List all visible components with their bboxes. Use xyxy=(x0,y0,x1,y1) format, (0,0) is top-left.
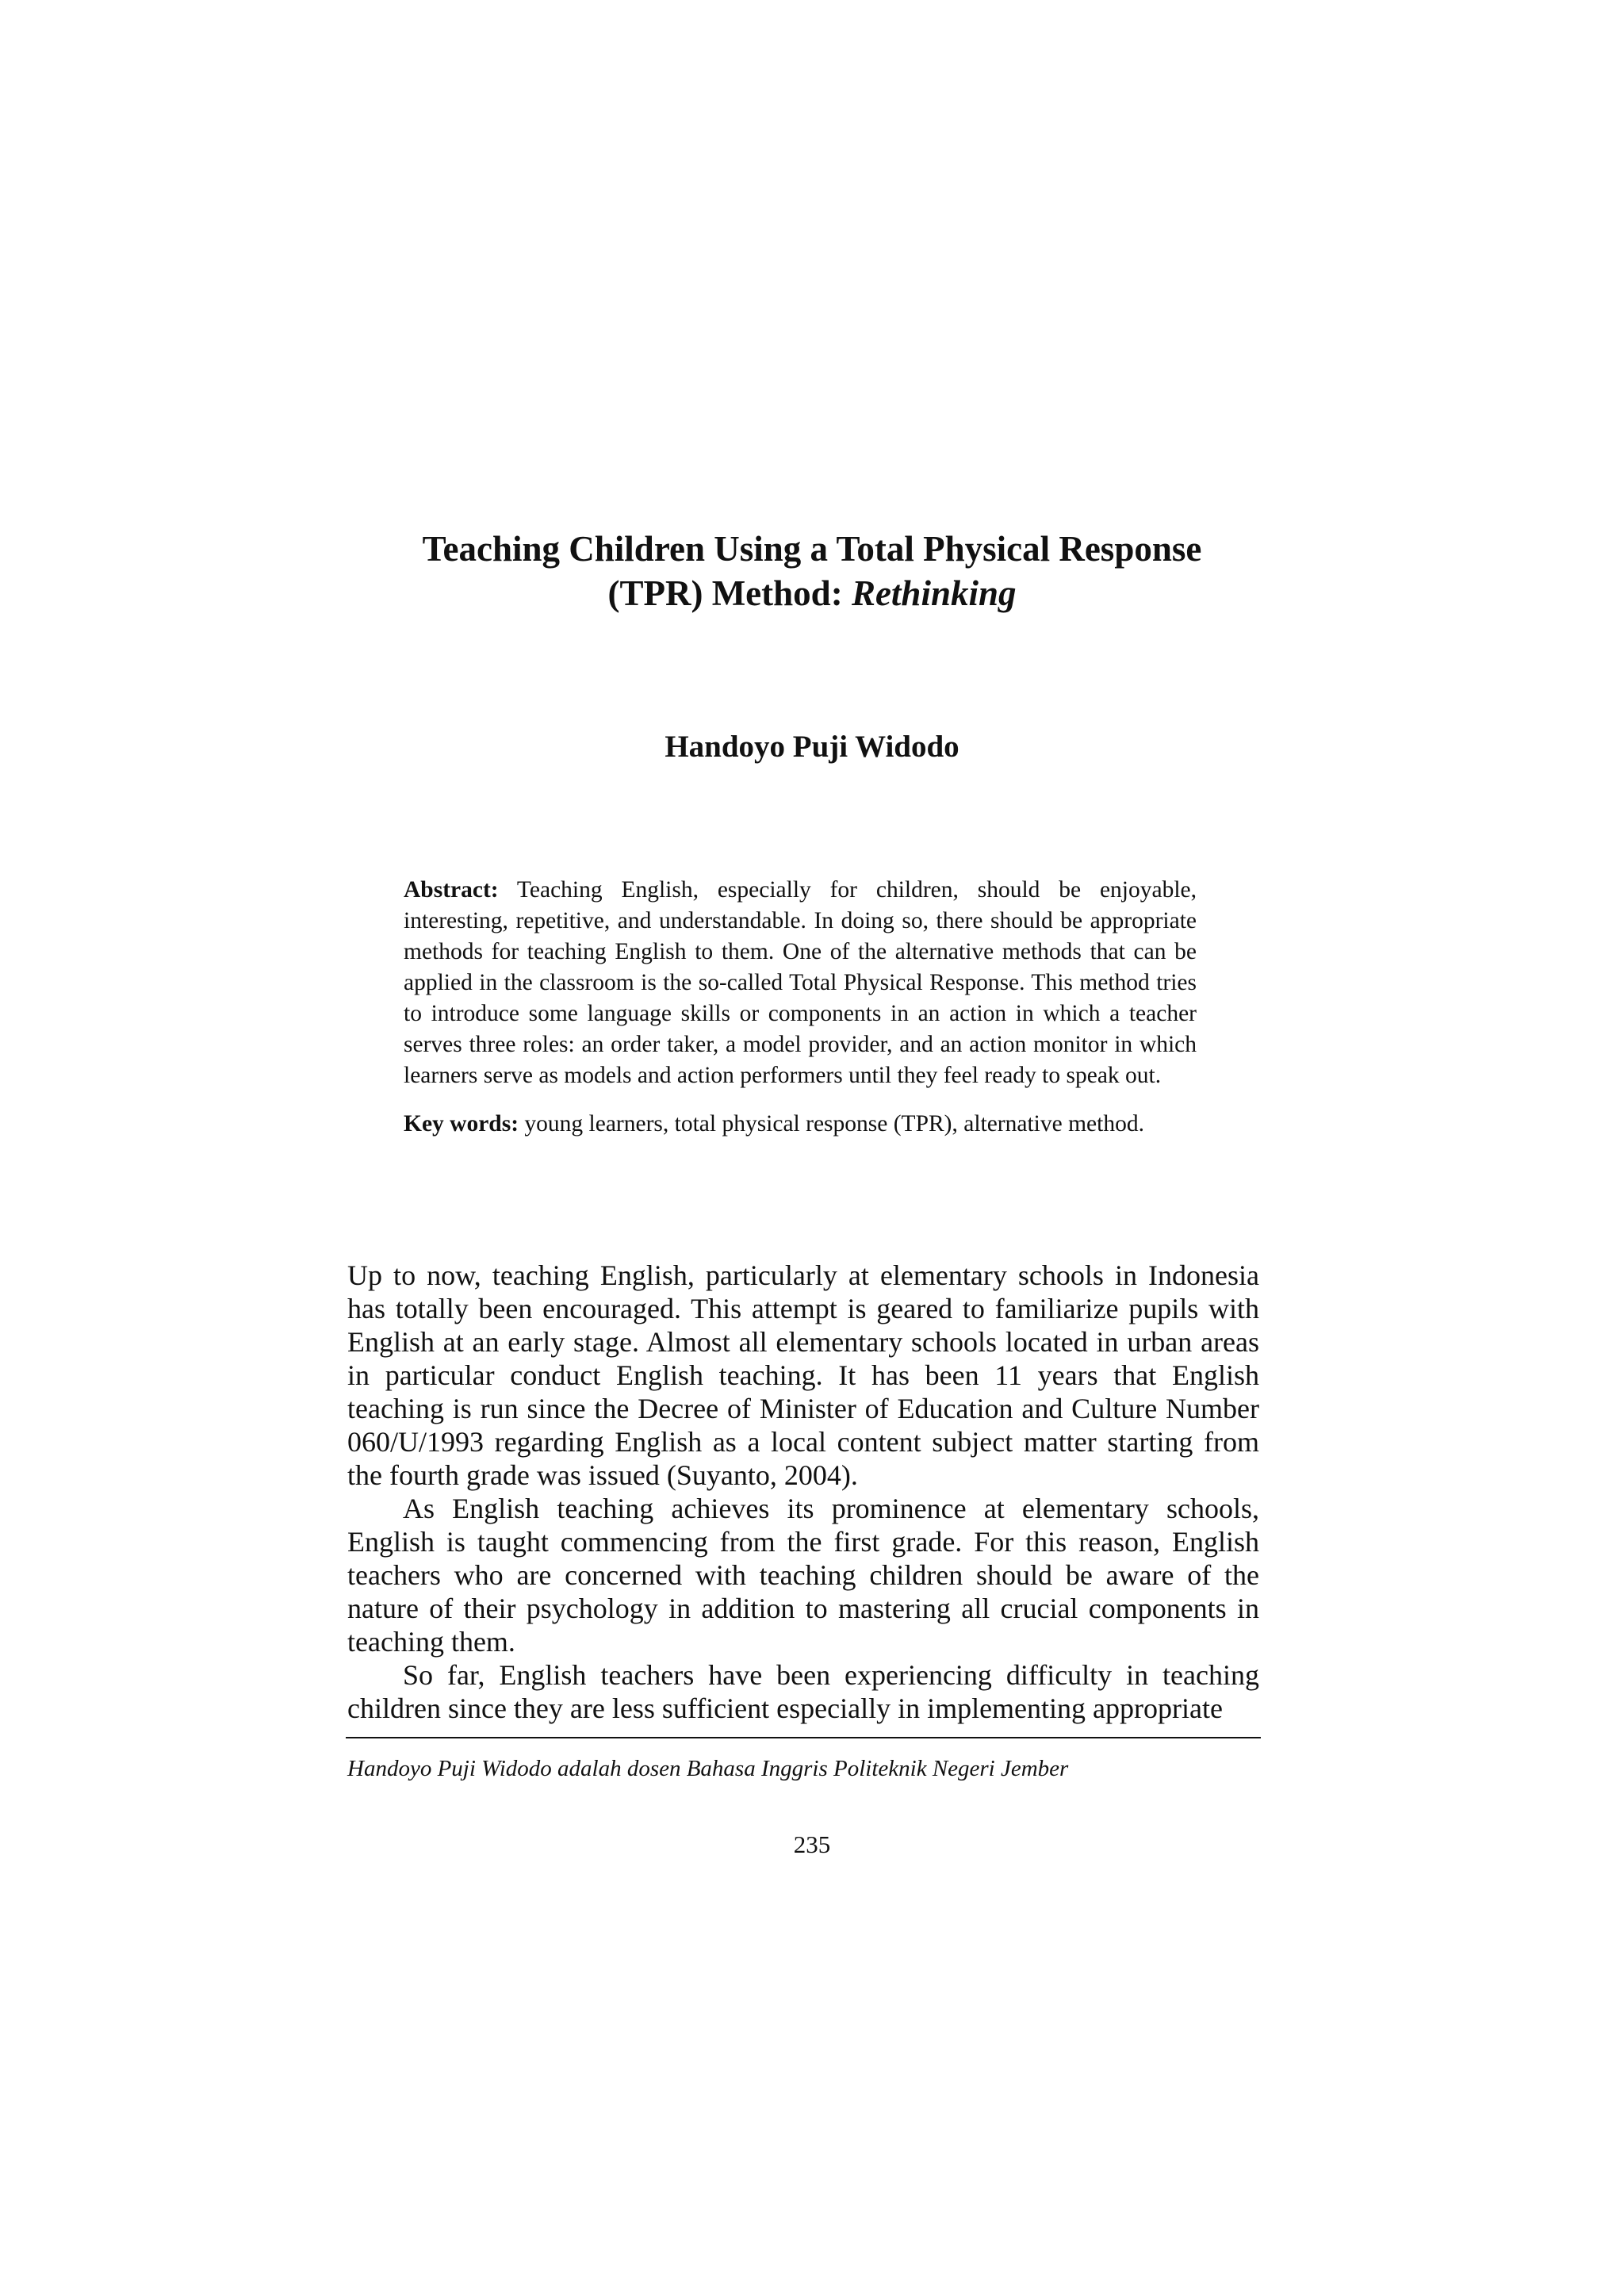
abstract-paragraph xyxy=(404,875,1197,1091)
body-paragraph-2: As English teaching achieves its prominence at elementary schools, English is taught commencing from the first grade. For this reason, English teachers who are concerned with teaching children should be aware of the nature of their psychology in addition to mastering all crucial components in teaching them. xyxy=(347,1493,1259,1658)
keywords-label: Key words: xyxy=(404,1111,519,1137)
paper-title xyxy=(0,527,1624,615)
abstract-block xyxy=(404,875,1197,1140)
author-footnote: Handoyo Puji Widodo adalah dosen Bahasa Inggris Politeknik Negeri Jember xyxy=(347,1756,1069,1781)
title-line-1: Teaching Children Using a Total Physical Response xyxy=(422,529,1202,569)
title-line-2 xyxy=(0,571,1624,615)
page-number: 235 xyxy=(793,1830,831,1858)
title-subtitle: Rethinking xyxy=(851,573,1017,613)
author-name: Handoyo Puji Widodo xyxy=(665,730,959,764)
body-text xyxy=(347,1259,1259,1725)
footnote-divider xyxy=(346,1737,1261,1738)
keywords-paragraph xyxy=(404,1109,1197,1140)
body-paragraph-1: Up to now, teaching English, particularly at elementary schools in Indonesia has totally been encouraged. This attempt is geared to familiarize pupils with English at an early stage. Almost all elementary schools located in urban areas in particular conduct English teaching. It has been 11 years that English teaching is run since the Decree of Minister of Education and Culture Number 060/U/1993 regarding English as a local content subject matter starting from the fourth grade was issued (Suyanto, 2004). xyxy=(347,1259,1259,1491)
body-paragraph-3: So far, English teachers have been experiencing difficulty in teaching children since they are less sufficient especially in implementing appropriate xyxy=(347,1659,1259,1724)
keywords-text: young learners, total physical response (TPR), alternative method. xyxy=(519,1111,1144,1137)
title-main-part: (TPR) Method: xyxy=(607,573,852,613)
abstract-text: Teaching English, especially for children, should be enjoyable, interesting, repetitive, and understandable. In doing so, there should be appropriate methods for teaching English to them. One of the alternative methods that can be applied in the classroom is the so-called Total Physical Response. This method tries to introduce some language skills or components in an action in which a teacher serves three roles: an order taker, a model provider, and an action monitor in which learners serve as models and action performers until they feel ready to speak out. xyxy=(404,877,1197,1088)
abstract-label: Abstract: xyxy=(404,877,499,903)
